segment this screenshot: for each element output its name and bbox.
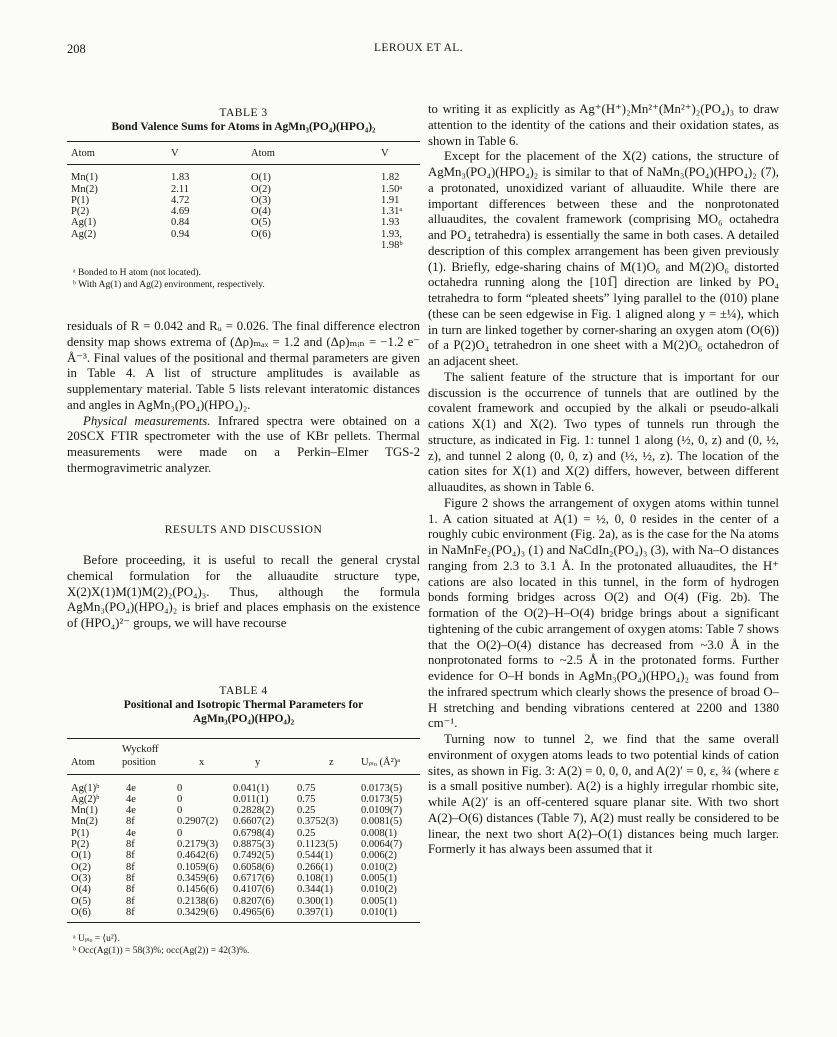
table-4-label: TABLE 4 <box>219 685 268 697</box>
table-cell: Mn(1) <box>71 172 98 184</box>
table-cell: 0.2179(3) <box>177 839 219 851</box>
table-4-title: Positional and Isotropic Thermal Parameters for AgMn₃(PO₄)(HPO₄)₂ <box>123 699 364 725</box>
table-3-header: Atom <box>71 148 95 159</box>
table-row <box>67 850 420 861</box>
table-cell: 8f <box>126 872 135 884</box>
table-cell: 0.4642(6) <box>177 850 219 862</box>
table-3-header: Atom <box>251 148 275 159</box>
physical-measurements-heading: Physical measurements. <box>83 413 211 428</box>
table-4 <box>67 684 420 958</box>
table-cell: 4e <box>126 793 136 805</box>
table-cell: 0 <box>177 827 183 839</box>
table-cell: Ag(2) <box>71 228 97 240</box>
table-3-footnotes <box>67 268 420 292</box>
table-cell: P(1) <box>71 827 90 839</box>
table-3-header: V <box>381 148 389 159</box>
table-4-header: position <box>122 757 156 769</box>
table-cell: O(3) <box>71 872 91 884</box>
table-cell: 0.84 <box>171 217 190 229</box>
table-cell: 8f <box>126 895 135 907</box>
table-cell: Mn(2) <box>71 183 98 195</box>
table-3-grid <box>67 141 420 259</box>
table-cell: P(1) <box>71 194 90 206</box>
paragraph-structure: Except for the placement of the X(2) cations, the structure of AgMn₃(PO₄)(HPO₄)₂ is similar to that of NaMn₃(PO₄)(HPO₄)₂ (7), a protonated, unoxidized variant of alluaudite. While there are important differences between these and the nonprotonated alluaudites, the covalent framework (comprising MO₆ octahedra and PO₄ tetrahedra) is essentially the same in both cases. A detailed description of this complex arrangement has been given previously (1). Briefly, edge-sharing chains of M(1)O₆ and M(2)O₆ distorted octahedra running along the [101̅] direction are linked by PO₄ tetrahedra to form “pleated sheets” lying parallel to the (010) plane (these can be seen edgewise in Fig. 1 aligned along y = ±¼), which in turn are linked together by corner-sharing an oxygen atom (O(6)) of a P(2)O₄ tetrahedron in one sheet with a M(2)O₆ octahedron of an adjacent sheet. <box>428 149 779 368</box>
page-number: 208 <box>67 42 86 56</box>
table-cell: 0.108(1) <box>297 872 333 884</box>
table-cell: Mn(2) <box>71 816 98 828</box>
table-cell: 0.006(2) <box>361 850 397 862</box>
table-cell: 0.6058(6) <box>233 861 275 873</box>
table-cell: O(4) <box>71 884 91 896</box>
table-cell: 0.8875(3) <box>233 839 275 851</box>
table-4-header: Wyckoff <box>122 744 159 755</box>
table-cell: Ag(1) <box>71 217 97 229</box>
table-cell: 0.0173(5) <box>361 793 403 805</box>
left-body-text-2 <box>67 553 420 632</box>
table-4-header: Atom <box>71 757 95 769</box>
table-cell: 0.4107(6) <box>233 884 275 896</box>
table-cell: Mn(1) <box>71 805 98 817</box>
table-4-header: z <box>329 757 334 769</box>
table-row <box>67 229 420 260</box>
table-cell: 1.31ᵃ <box>381 206 403 218</box>
table-cell: 8f <box>126 816 135 828</box>
table-cell: O(1) <box>71 850 91 862</box>
table-4-header <box>67 739 122 756</box>
table-cell: 4e <box>126 827 136 839</box>
table-row <box>67 873 420 884</box>
table-cell: 8f <box>126 906 135 918</box>
table-cell: 0.008(1) <box>361 827 397 839</box>
table-cell: 0.6717(6) <box>233 872 275 884</box>
table-cell: 0 <box>177 793 183 805</box>
table-cell: 0.25 <box>297 805 316 817</box>
table-3-title: Bond Valence Sums for Atoms in AgMn₃(PO₄)(HPO₄)₂ <box>111 121 376 133</box>
table-row <box>67 774 420 794</box>
paragraph-before-proceeding: Before proceeding, it is useful to recall the general crystal chemical formulation for the alluaudite structure type, X(2)X(1)M(1)M(2)₂(PO₄)₃. Thus, although the formula AgMn₃(PO₄)(HPO₄)₂ is brief and places emphasis on the existence of (HPO₄)²⁻ groups, we will have recourse <box>67 553 420 630</box>
table-cell: 0.2907(2) <box>177 816 219 828</box>
table-row <box>67 184 420 195</box>
table-row <box>67 816 420 827</box>
table-cell: 0.4965(6) <box>233 906 275 918</box>
table-cell: 8f <box>126 850 135 862</box>
table-cell: 1.93, 1.98ᵇ <box>381 228 403 252</box>
table-row <box>67 884 420 895</box>
table-cell: 8f <box>126 884 135 896</box>
table-cell: 0 <box>177 805 183 817</box>
table-cell: 0 <box>177 782 183 794</box>
table-row <box>67 839 420 850</box>
table-cell: 0.005(1) <box>361 895 397 907</box>
paragraph-tunnel-1: Figure 2 shows the arrangement of oxygen atoms within tunnel 1. A cation situated at A(1) = ½, 0, 0 resides in the center of a roughly cubic environment (Fig. 2a), as is the case for the Na atoms in NaMnFe₂(PO₄)₃ (1) and NaCdIn₂(PO₄)₃ (3), with Na–O distances ranging from 2.3 to 3.1 Å. In the protonated alluaudites, the H⁺ cations are also located in this tunnel, in the form of hydrogen bonds forming bridges across O(2) and O(4) (Fig. 2b). The formation of the O(2)–H–O(4) bridge brings about a significant tightening of the cubic arrangement of oxygen atoms: Table 7 shows that the O(2)–O(4) distance has decreased from ~3.0 Å in the nonprotonated forms to ~2.5 Å in the protonated forms. Further evidence for O–H bonds in AgMn₃(PO₄)(HPO₄)₂ was found from the infrared spectrum which clearly shows the presence of broad O–H stretching and bending vibrations centered at 2200 and 1380 cm⁻¹. <box>428 495 779 731</box>
table-cell: 0.0081(5) <box>361 816 403 828</box>
table-cell: 0.3752(3) <box>297 816 339 828</box>
table-cell: O(3) <box>251 194 271 206</box>
table-cell: 4e <box>126 805 136 817</box>
table-cell: 4.69 <box>171 206 190 218</box>
paragraph-tunnels: The salient feature of the structure that is important for our discussion is the occurrence of tunnels that are outlined by the covalent framework and occupied by the alkali or pseudo-alkali cations X(1) and X(2). Two types of tunnels run through the structure, as indicated in Fig. 1: tunnel 1 along (½, 0, z) and (0, ½, z), and tunnel 2 along (0, 0, z) and (½, ½, z). The location of the cation sites for X(1) and X(2) differs, however, between different alluaudites, as shown in Table 6. <box>428 369 779 494</box>
table-row <box>67 217 420 228</box>
table-row <box>67 805 420 816</box>
table-4-footnotes <box>67 934 420 958</box>
table-cell: 0.0173(5) <box>361 782 403 794</box>
table-3-label: TABLE 3 <box>219 107 268 119</box>
table-cell: 8f <box>126 839 135 851</box>
table-4-header: Uᵢₛₒ (Å²)ᵃ <box>361 757 401 769</box>
table-4-header-row <box>67 755 420 774</box>
table-cell: 0.005(1) <box>361 872 397 884</box>
table-row <box>67 828 420 839</box>
table-4-caption <box>67 684 420 726</box>
table-3-caption <box>67 106 420 134</box>
table-cell: 1.82 <box>381 172 400 184</box>
table-cell: O(6) <box>251 228 271 240</box>
table-3 <box>67 106 420 292</box>
left-body-text <box>67 319 420 477</box>
table-cell: 1.91 <box>381 194 400 206</box>
table-cell: 0.3459(6) <box>177 872 219 884</box>
section-heading: RESULTS AND DISCUSSION <box>164 524 323 536</box>
right-body-text <box>428 102 779 858</box>
table-cell: 0.2138(6) <box>177 895 219 907</box>
table-row <box>67 794 420 805</box>
table-cell: 0.6798(4) <box>233 827 275 839</box>
table-cell: 0.8207(6) <box>233 895 275 907</box>
table-cell: 0.0064(7) <box>361 839 403 851</box>
table-cell: Ag(2)ᵇ <box>71 793 100 805</box>
table-3-footnote-a: ᵃ Bonded to H atom (not located). <box>73 268 201 279</box>
table-cell: 0.011(1) <box>233 793 269 805</box>
physical-measurements-body: Infrared spectra were obtained on a 20SCX FTIR spectrometer with the use of KBr pellets. Thermal measurements were made on a Perkin–Elmer TGS-2 thermogravimetric analyzer. <box>67 413 420 475</box>
table-4-header: y <box>255 757 261 769</box>
table-cell: 0.1123(5) <box>297 839 338 851</box>
table-cell: 1.50ᵃ <box>381 183 403 195</box>
table-cell: 0.041(1) <box>233 782 269 794</box>
table-row <box>67 195 420 206</box>
table-cell: O(4) <box>251 206 271 218</box>
table-cell: 4e <box>126 782 136 794</box>
table-cell: 1.83 <box>171 172 190 184</box>
table-4-footnote-b: ᵇ Occ(Ag(1)) = 58(3)%; occ(Ag(2)) = 42(3)%. <box>73 945 250 956</box>
table-cell: 8f <box>126 861 135 873</box>
table-4-header-row-top <box>67 739 420 756</box>
table-cell: O(5) <box>71 895 91 907</box>
table-cell: 0.25 <box>297 827 316 839</box>
table-cell: 0.2828(2) <box>233 805 275 817</box>
table-cell: 0.3429(6) <box>177 906 219 918</box>
table-4-grid <box>67 738 420 923</box>
paragraph-tunnel-2: Turning now to tunnel 2, we find that the same overall environment of oxygen atoms leads to two potential kinds of cation sites, as shown in Fig. 3: A(2) = 0, 0, 0, and A(2)′ = 0, ε, ¾ (where ε is a small positive number). A(2) is a highly irregular rhombic site, while A(2)′ is an off-centered square planar site. With two short A(2)–O(6) distances (Table 7), A(2) must really be considered to be linear, the next two short A(2)–O(1) distances being much larger. Formerly it has always been assumed that it <box>428 732 779 857</box>
running-title: LEROUX ET AL. <box>374 42 463 54</box>
table-row <box>67 206 420 217</box>
table-row <box>67 862 420 873</box>
table-cell: 0.1059(6) <box>177 861 219 873</box>
table-4-footnote-a: ᵃ Uᵢₛₒ = ⟨u²⟩. <box>73 934 120 945</box>
paragraph-explicit-formula: to writing it as explicitly as Ag⁺(H⁺)₂Mn²⁺(Mn²⁺)₂(PO₄)₃ to draw attention to the identity of the cations and their oxidation states, as shown in Table 6. <box>428 102 779 148</box>
table-cell: P(2) <box>71 839 90 851</box>
table-cell: O(2) <box>71 861 91 873</box>
table-cell: O(1) <box>251 172 271 184</box>
table-cell: 4.72 <box>171 194 190 206</box>
table-cell: 0.1456(6) <box>177 884 219 896</box>
table-3-footnote-b: ᵇ With Ag(1) and Ag(2) environment, respectively. <box>73 280 265 291</box>
table-cell: 0.544(1) <box>297 850 333 862</box>
table-cell: O(6) <box>71 906 91 918</box>
table-3-header-row <box>67 142 420 165</box>
table-cell: 0.300(1) <box>297 895 333 907</box>
table-cell: 0.7492(5) <box>233 850 275 862</box>
table-row <box>67 896 420 907</box>
table-cell: 0.010(2) <box>361 861 397 873</box>
table-cell: P(2) <box>71 206 90 218</box>
table-cell: 0.010(1) <box>361 906 397 918</box>
table-3-header: V <box>171 148 179 159</box>
table-cell: 0.94 <box>171 228 190 240</box>
table-cell: 1.93 <box>381 217 400 229</box>
table-row <box>67 165 420 184</box>
paragraph-residuals: residuals of R = 0.042 and Rᵤ = 0.026. The final difference electron density map shows extrema of (Δρ)ₘₐₓ = 1.2 and (Δρ)ₘᵢₙ = −1.2 e⁻ Å⁻³. Final values of the positional and thermal parameters are given in Table 4. A list of structure amplitudes is available as supplementary material. Table 5 lists relevant interatomic distances and angles in AgMn₃(PO₄)(HPO₄)₂. <box>67 319 420 412</box>
paragraph-physical-measurements <box>67 414 420 477</box>
table-cell: 0.266(1) <box>297 861 333 873</box>
table-cell: 0.397(1) <box>297 906 333 918</box>
table-4-header: x <box>199 757 205 769</box>
table-cell: O(5) <box>251 217 271 229</box>
table-cell: O(2) <box>251 183 271 195</box>
table-cell: 0.75 <box>297 793 316 805</box>
table-cell: 2.11 <box>171 183 189 195</box>
table-cell: 0.6607(2) <box>233 816 275 828</box>
table-cell: 0.0109(7) <box>361 805 403 817</box>
table-cell: 0.344(1) <box>297 884 333 896</box>
table-row <box>67 907 420 923</box>
table-cell: Ag(1)ᵇ <box>71 782 100 794</box>
table-cell: 0.75 <box>297 782 316 794</box>
table-cell: 0.010(2) <box>361 884 397 896</box>
